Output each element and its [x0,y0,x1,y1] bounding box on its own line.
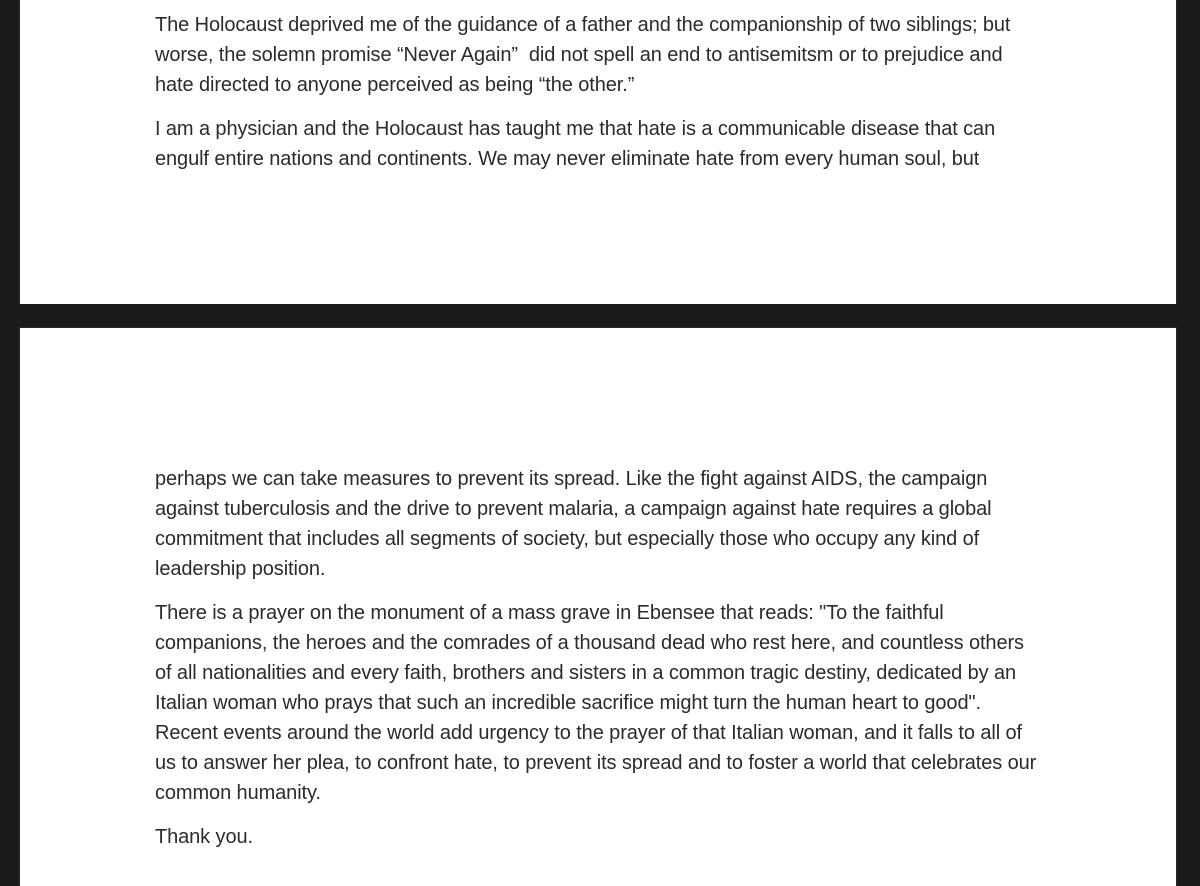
page-2-paragraph-2: There is a prayer on the monument of a mass grave in Ebensee that reads: "To the faithful companions, the heroes and the comrades of a thousand dead who rest here, and countless others of all nationalities and every faith, brothers and sisters in a common tragic destiny, dedicated by an Italian woman who prays that such an incredible sacrifice might turn the human heart to good". Recent events around the world add urgency to the prayer of that Italian woman, and it falls to all of us to answer her plea, to confront hate, to prevent its spread and to foster a world that celebrates our common humanity. [155,602,1042,804]
page-1 [20,0,1176,304]
page-2 [20,328,1176,886]
page-1-paragraph-2: I am a physician and the Holocaust has taught me that hate is a communicable disease that can engulf entire nations and continents. We may never eliminate hate from every human soul, but [155,118,1001,170]
page-2-closing: Thank you. [155,826,253,848]
page-2-paragraph-1: perhaps we can take measures to prevent its spread. Like the fight against AIDS, the campaign against tuberculosis and the drive to prevent malaria, a campaign against hate requires a global commitment that includes all segments of society, but especially those who occupy any kind of leadership position. [155,468,997,580]
page-1-paragraph-1: The Holocaust deprived me of the guidance of a father and the companionship of two siblings; but worse, the solemn promise “Never Again” did not spell an end to antisemitsm or to prejudice and hate directed to anyone perceived as being “the other.” [155,14,1016,96]
page-separator [0,304,1200,328]
